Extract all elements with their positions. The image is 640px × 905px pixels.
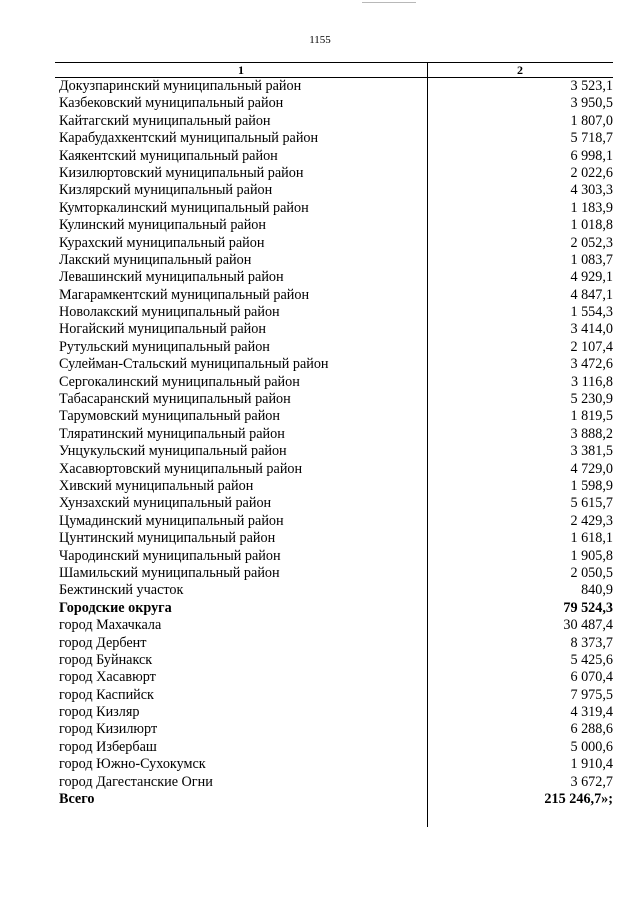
table-row [55,461,613,478]
row-name: Бежтинский участок [59,582,184,599]
row-name: Кумторкалинский муниципальный район [59,199,309,216]
table-row [55,530,613,547]
row-name: город Кизляр [59,704,140,721]
table-row [55,113,613,130]
table-row [55,791,613,808]
row-name: Карабудахкентский муниципальный район [59,130,319,147]
table-row [55,687,613,704]
row-name: город Буйнакск [59,651,153,668]
row-name: Каякентский муниципальный район [59,147,278,164]
row-value: 5 615,7 [570,495,613,512]
row-value: 79 524,3 [563,599,613,616]
row-name: Хивский муниципальный район [59,477,254,494]
table-row [55,408,613,425]
row-name: город Дагестанские Огни [59,773,213,790]
table-row [55,756,613,773]
row-value: 1 018,8 [570,217,613,234]
row-value: 1 819,5 [570,408,613,425]
row-name: город Каспийск [59,686,154,703]
row-value: 3 672,7 [570,773,613,790]
row-value: 8 373,7 [570,634,613,651]
row-value: 2 052,3 [570,234,613,251]
row-name: город Хасавюрт [59,669,156,686]
table-row [55,130,613,147]
row-name: город Кизилюрт [59,721,158,738]
row-name: Кизилюртовский муниципальный район [59,164,304,181]
row-name: Рутульский муниципальный район [59,338,270,355]
row-value: 5 000,6 [570,738,613,755]
row-name: Казбековский муниципальный район [59,95,284,112]
row-name: Шамильский муниципальный район [59,564,280,581]
table-row [55,391,613,408]
row-value: 1 083,7 [570,251,613,268]
row-value: 5 718,7 [570,130,613,147]
row-value: 2 429,3 [570,512,613,529]
row-value: 3 472,6 [570,356,613,373]
row-name: Сулейман-Стальский муниципальный район [59,356,329,373]
row-value: 3 381,5 [570,443,613,460]
row-value: 6 070,4 [570,669,613,686]
row-name: Тарумовский муниципальный район [59,408,280,425]
table-row [55,721,613,738]
table-row [55,426,613,443]
table-row [55,774,613,791]
row-value: 3 414,0 [570,321,613,338]
row-name: Унцукульский муниципальный район [59,443,287,460]
row-value: 3 523,1 [570,78,613,94]
table-row [55,148,613,165]
row-name: Кулинский муниципальный район [59,217,266,234]
table-row [55,513,613,530]
row-value: 840,9 [581,582,613,599]
row-name: Табасаранский муниципальный район [59,391,291,408]
row-value: 4 319,4 [570,704,613,721]
row-name: Всего [59,791,95,808]
table-row [55,269,613,286]
table-row [55,252,613,269]
table-row [55,95,613,112]
row-value: 3 888,2 [570,425,613,442]
table-row [55,78,613,95]
table-row [55,182,613,199]
row-name: город Избербаш [59,738,157,755]
column-header-1: 1 [238,63,244,77]
row-value: 3 116,8 [570,373,613,390]
row-name: Ногайский муниципальный район [59,321,266,338]
table-row [55,321,613,338]
budget-table [55,62,613,808]
table-header [55,62,613,78]
row-value: 2 022,6 [570,164,613,181]
table-body [55,78,613,808]
row-value: 1 618,1 [570,530,613,547]
row-value: 30 487,4 [563,617,613,634]
row-name: город Махачкала [59,617,162,634]
table-row [55,669,613,686]
row-name: Хасавюртовский муниципальный район [59,460,303,477]
table-row [55,339,613,356]
table-row [55,165,613,182]
row-name: Лакский муниципальный район [59,251,252,268]
row-value: 4 847,1 [570,286,613,303]
row-name: Курахский муниципальный район [59,234,265,251]
row-value: 1 183,9 [570,199,613,216]
row-name: Левашинский муниципальный район [59,269,284,286]
row-name: Магарамкентский муниципальный район [59,286,310,303]
table-row [55,565,613,582]
table-row [55,739,613,756]
row-value: 1 554,3 [570,304,613,321]
row-name: Кайтагский муниципальный район [59,112,271,129]
table-row [55,495,613,512]
row-value: 3 950,5 [570,95,613,112]
row-value: 2 050,5 [570,564,613,581]
table-row [55,582,613,599]
table-row [55,374,613,391]
row-value: 6 288,6 [570,721,613,738]
row-name: Новолакский муниципальный район [59,304,280,321]
table-row [55,635,613,652]
row-value: 7 975,5 [570,686,613,703]
row-name: Хунзахский муниципальный район [59,495,272,512]
row-name: Тляратинский муниципальный район [59,425,285,442]
column-header-2: 2 [517,63,523,77]
row-name: Чародинский муниципальный район [59,547,281,564]
row-value: 2 107,4 [570,338,613,355]
table-row [55,548,613,565]
table-row [55,704,613,721]
row-value: 1 807,0 [570,112,613,129]
row-name: Докузпаринский муниципальный район [59,78,302,94]
row-name: Цунтинский муниципальный район [59,530,276,547]
row-value: 6 998,1 [570,147,613,164]
row-value: 5 425,6 [570,651,613,668]
table-row [55,478,613,495]
row-name: город Южно-Сухокумск [59,756,206,773]
column-divider [427,62,428,827]
table-row [55,235,613,252]
table-row [55,217,613,234]
table-row [55,443,613,460]
row-value: 1 910,4 [570,756,613,773]
row-name: Сергокалинский муниципальный район [59,373,300,390]
row-name: Кизлярский муниципальный район [59,182,273,199]
row-value: 1 598,9 [570,477,613,494]
page-number: 1155 [309,34,331,46]
row-name: город Дербент [59,634,147,651]
row-value: 5 230,9 [570,391,613,408]
row-value: 215 246,7»; [544,791,613,808]
row-value: 4 303,3 [570,182,613,199]
row-value: 1 905,8 [570,547,613,564]
row-name: Городские округа [59,599,172,616]
table-row [55,617,613,634]
table-row [55,287,613,304]
table-row [55,356,613,373]
top-edge-mark [362,2,416,3]
table-row [55,600,613,617]
table-row [55,200,613,217]
row-value: 4 929,1 [570,269,613,286]
table-row [55,652,613,669]
row-name: Цумадинский муниципальный район [59,512,284,529]
table-row [55,304,613,321]
row-value: 4 729,0 [570,460,613,477]
